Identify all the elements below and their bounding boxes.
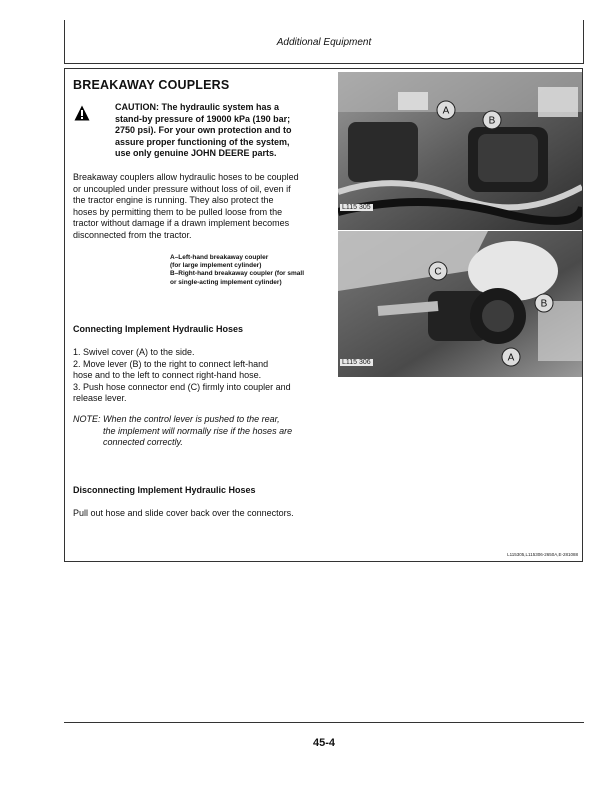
callout-label: A (507, 352, 515, 364)
running-header: Additional Equipment (276, 37, 372, 48)
intro-line: tractor without damage if a drawn implement becomes (73, 218, 290, 229)
page-number: 45-4 (312, 737, 336, 749)
legend-line: (for large implement cylinder) (170, 262, 262, 270)
figure-legend (170, 254, 340, 287)
caution-line: 2750 psi). For your own protection and to (115, 125, 292, 135)
callout-b-icon (534, 293, 554, 313)
photo-couplers-bottom (338, 231, 582, 377)
intro-line: or uncoupled under pressure without loss of oil, even if (73, 183, 291, 194)
callout-b-icon (482, 110, 502, 130)
callout-a-icon (501, 347, 521, 367)
step-line: 1. Swivel cover (A) to the side. (73, 347, 195, 357)
header-rule-bottom (64, 63, 584, 64)
intro-line: Breakaway couplers allow hydraulic hoses to be coupled (73, 172, 299, 182)
intro-line: hoses by permitting them to be pulled loose from the (73, 206, 283, 217)
callout-label: B (488, 115, 496, 127)
connecting-heading: Connecting Implement Hydraulic Hoses (73, 324, 244, 334)
step-line: 2. Move lever (B) to the right to connect left-hand (73, 358, 269, 369)
callout-label: A (442, 105, 450, 117)
step-line: 3. Push hose connector end (C) firmly into coupler and (73, 381, 291, 392)
note-line: connected correctly. (103, 437, 183, 448)
intro-line: disconnected from the tractor. (73, 229, 192, 240)
step-line: hose and to the left to connect right-hand hose. (73, 370, 262, 381)
caution-line: stand-by pressure of 19000 kPa (190 bar; (115, 113, 291, 124)
legend-line: A–Left-hand breakaway coupler (170, 254, 269, 261)
photo-label: L115 306 (342, 359, 371, 366)
caution-line: assure proper functioning of the system, (115, 136, 290, 147)
legend-line: B–Right-hand breakaway coupler (for small (170, 270, 305, 278)
note-line: the implement will normally rise if the hoses are (103, 425, 293, 436)
connecting-steps (73, 347, 335, 405)
page-title: BREAKAWAY COUPLERS (73, 78, 230, 92)
callout-label: B (540, 298, 548, 310)
disconnecting-text: Pull out hose and slide cover back over the connectors. (73, 508, 294, 518)
photo-couplers-top (338, 72, 582, 230)
caution-text (115, 102, 330, 160)
intro-line: the tractor engine is running. They also protect the (73, 195, 274, 206)
warning-triangle-icon (74, 105, 90, 121)
callout-c-icon (428, 261, 448, 281)
caution-line: CAUTION: The hydraulic system has a (115, 102, 280, 112)
note-block (73, 414, 335, 449)
document-code: L115305,L115306-2650A,E-281088 (507, 552, 578, 557)
footer-rule (64, 722, 584, 723)
callout-label: C (434, 266, 442, 278)
callout-a-icon (436, 100, 456, 120)
disconnecting-heading: Disconnecting Implement Hydraulic Hoses (73, 485, 256, 495)
caution-line: use only genuine JOHN DEERE parts. (115, 148, 277, 158)
step-line: release lever. (73, 393, 127, 404)
intro-paragraph (73, 172, 335, 242)
note-line: NOTE: When the control lever is pushed to the rear, (73, 414, 280, 424)
legend-line: or single-acting implement cylinder) (170, 278, 282, 286)
photo-label: L115 305 (342, 204, 371, 211)
